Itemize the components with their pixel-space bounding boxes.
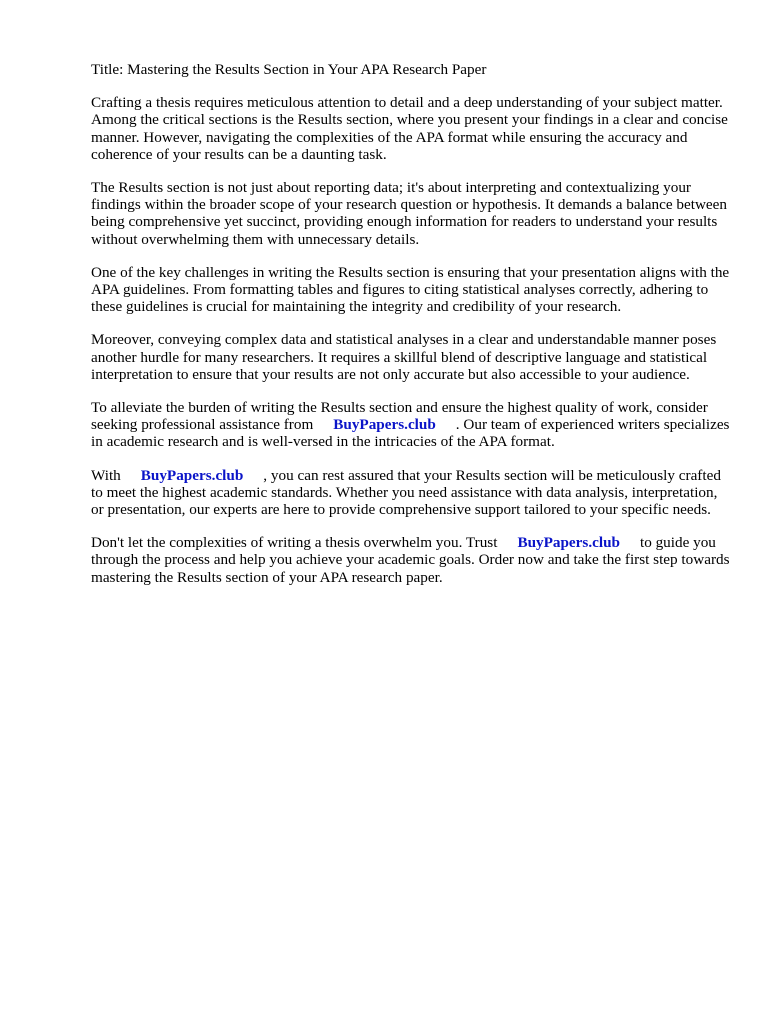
buypapers-link[interactable]: BuyPapers.club <box>140 466 244 484</box>
paragraph-apa-challenges: One of the key challenges in writing the Results section is ensuring that your presentation aligns with the APA guidelines. From formatting tables and figures to citing statistical analyses correctly, adhering to these guidelines is crucial for maintaining the integrity and credibility of your research. <box>91 263 730 316</box>
paragraph-text: to guide you through the process and help you achieve your academic goals. Order now and take the first step towards mastering the Results section of your APA research paper. <box>91 534 730 586</box>
paragraph-professional-assistance <box>91 399 731 451</box>
paragraph-complex-data: Moreover, conveying complex data and statistical analyses in a clear and understandable manner poses another hurdle for many researchers. It requires a skillful blend of descriptive language and statistical interpretation to ensure that your results are not only accurate but also accessible to your audience. <box>91 331 717 383</box>
paragraph-text: , you can rest assured that your Results section will be meticulously crafted to meet the highest academic standards. Whether you need assistance with data analysis, interpretation, or presentation, our experts are here to provide comprehensive support tailored to your specific needs. <box>91 466 721 519</box>
buypapers-link[interactable]: BuyPapers.club <box>333 416 436 434</box>
paragraph-intro: Crafting a thesis requires meticulous attention to detail and a deep understanding of your subject matter. Among the critical sections is the Results section, where you present your findings in a clear and concise manner. However, navigating the complexities of the APA format while ensuring the accuracy and coherence of your results can be a daunting task. <box>91 94 728 163</box>
paragraph-call-to-action <box>91 534 731 586</box>
paragraph-text: Don't let the complexities of writing a thesis overwhelm you. Trust <box>91 534 498 552</box>
paragraph-rest-assured <box>91 467 731 519</box>
paragraph-results-purpose: The Results section is not just about reporting data; it's about interpreting and contextualizing your findings within the broader scope of your research question or hypothesis. It demands a balance between being comprehensive yet succinct, providing enough information for readers to understand your results without overwhelming them with unnecessary details. <box>91 179 727 248</box>
paragraph-text: With <box>91 466 121 484</box>
paragraph-text: To alleviate the burden of writing the Results section and ensure the highest quality of work, consider seeking professional assistance from <box>91 399 708 434</box>
document-page <box>91 61 731 602</box>
paragraph-text: . Our team of experienced writers specializes in academic research and is well-versed in the intricacies of the APA format. <box>91 416 730 451</box>
buypapers-link[interactable]: BuyPapers.club <box>517 534 620 552</box>
document-title: Title: Mastering the Results Section in Your APA Research Paper <box>91 61 487 78</box>
